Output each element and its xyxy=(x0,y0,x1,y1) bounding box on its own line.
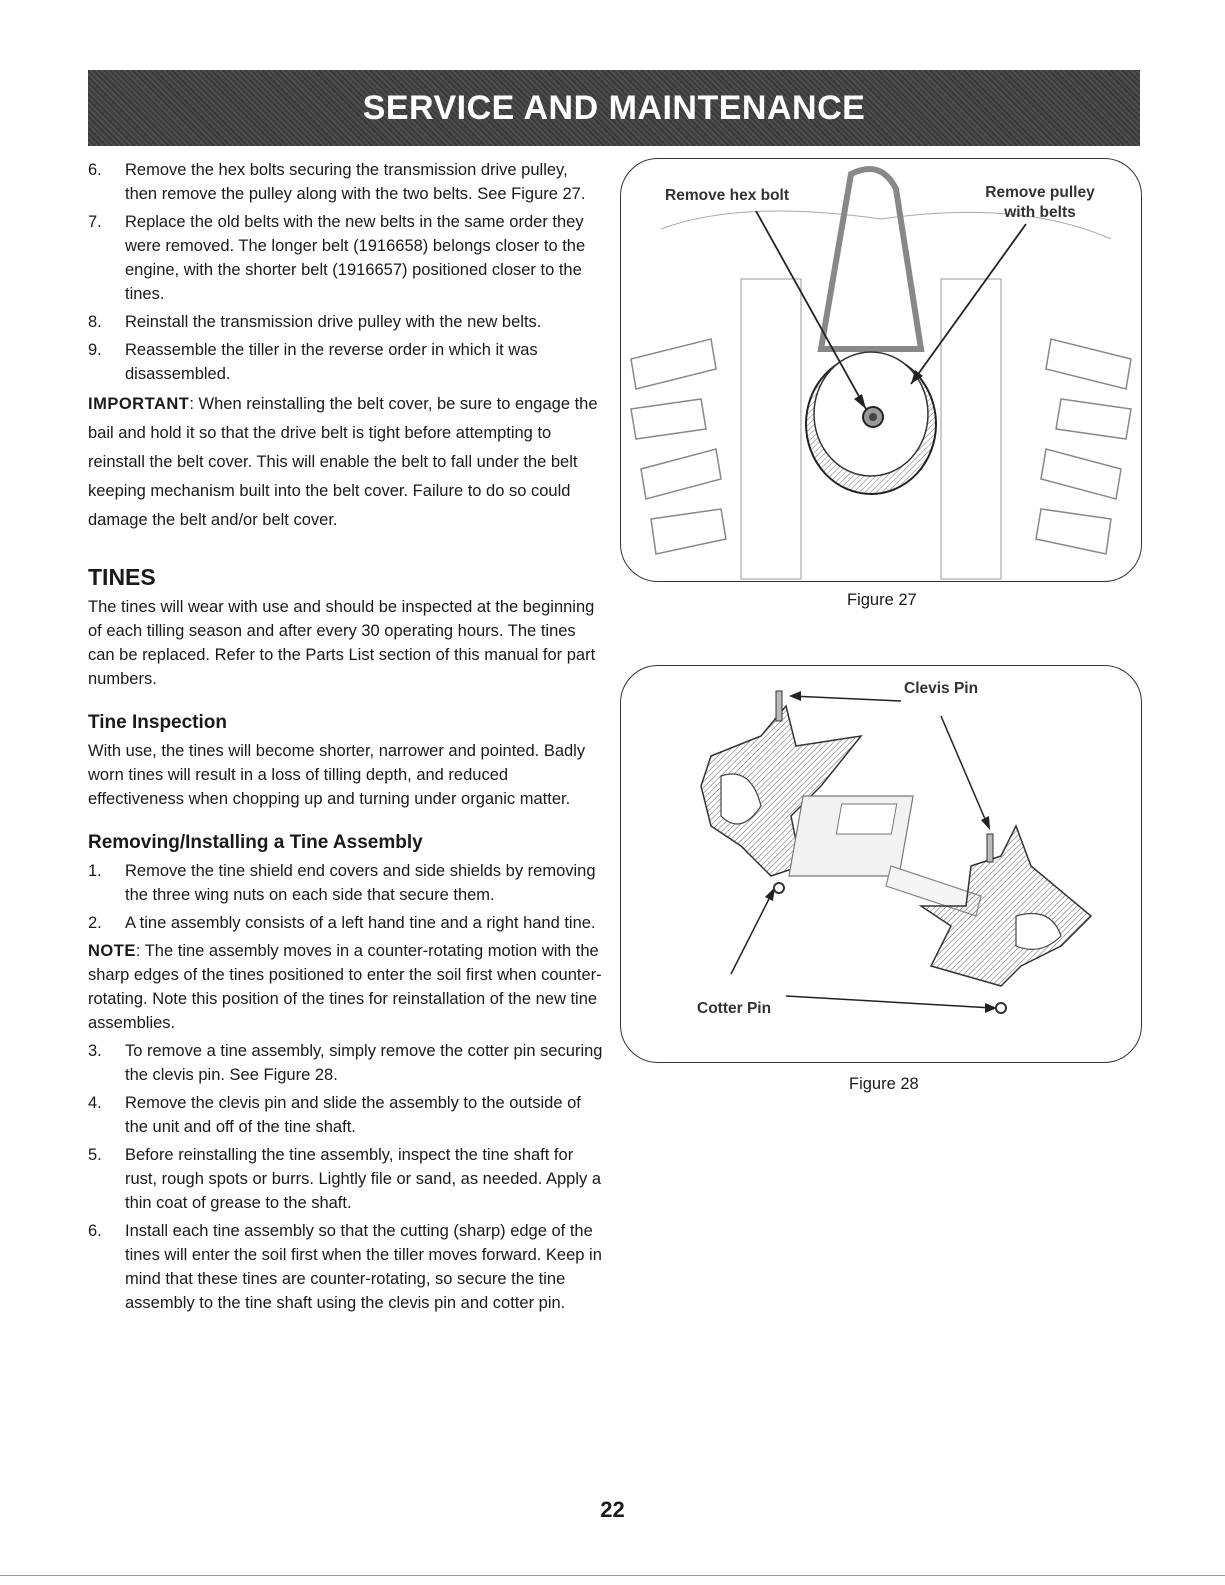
step-text: Install each tine assembly so that the cutting (sharp) edge of the tines will enter the soil first when the tiller moves forward. Keep in mind that these tines are counter-rotating, so secure the tine assembly to the tine shaft using the clevis pin and cotter pin. xyxy=(125,1222,602,1312)
with-belts-label: with belts xyxy=(1004,204,1076,221)
step-number: 4. xyxy=(88,1094,102,1112)
step-8 xyxy=(88,310,603,334)
important-note xyxy=(88,390,603,535)
tines-paragraph: The tines will wear with use and should be inspected at the beginning of each tilling season and after every 30 operating hours. The tines can be replaced. Refer to the Parts List section of this manual for part numbers. xyxy=(88,598,596,688)
clevis-pin-right xyxy=(987,834,993,862)
note-paragraph xyxy=(88,939,603,1035)
tine-step-2 xyxy=(88,911,603,935)
cotter-pin-left xyxy=(774,883,784,893)
step-text: Remove the hex bolts securing the transmission drive pulley, then remove the pulley along with the two belts. See Figure 27. xyxy=(125,161,586,203)
important-text: : When reinstalling the belt cover, be sure to engage the bail and hold it so that the drive belt is tight before attempting to reinstall the belt cover. This will enable the belt to fall under the belt keeping mechanism built into the belt cover. Failure to do so could damage the belt and/or belt cover. xyxy=(88,395,598,529)
step-number: 9. xyxy=(88,341,102,359)
frame-left xyxy=(741,279,801,579)
step-7 xyxy=(88,210,603,306)
figure-27-illustration xyxy=(620,158,1142,582)
note-label: NOTE xyxy=(88,942,136,960)
step-text: Before reinstalling the tine assembly, inspect the tine shaft for rust, rough spots or burrs. Lightly file or sand, as needed. Apply a thin coat of grease to the shaft. xyxy=(125,1146,602,1212)
frame-right xyxy=(941,279,1001,579)
figure-28-illustration xyxy=(620,665,1142,1063)
step-number: 5. xyxy=(88,1146,102,1164)
bottom-rule xyxy=(0,1575,1225,1576)
removing-installing-heading: Removing/Installing a Tine Assembly xyxy=(88,832,423,853)
cotter-pin-arrow-2 xyxy=(786,996,993,1008)
tine-inspection-heading: Tine Inspection xyxy=(88,712,228,733)
hex-bolt-arrow xyxy=(756,211,866,409)
step-number: 7. xyxy=(88,213,102,231)
figure-28-caption: Figure 28 xyxy=(849,1075,919,1093)
step-text: Replace the old belts with the new belts in the same order they were removed. The longer belt (1916658) belongs closer to the engine, with the shorter belt (1916657) positioned closer to the tines. xyxy=(125,213,586,303)
cotter-pin-right xyxy=(996,1003,1006,1013)
cotter-pin-callout: Cotter Pin xyxy=(697,1000,772,1017)
page-number: 22 xyxy=(600,1497,625,1522)
pulley-arrow xyxy=(911,224,1026,384)
right-tire xyxy=(1036,339,1131,554)
step-6 xyxy=(88,158,603,206)
tine-step-6 xyxy=(88,1219,603,1315)
important-label: IMPORTANT xyxy=(88,395,190,413)
step-number: 6. xyxy=(88,1222,102,1240)
step-number: 8. xyxy=(88,313,102,331)
right-tine xyxy=(921,826,1091,986)
step-text: Reinstall the transmission drive pulley with the new belts. xyxy=(125,313,542,331)
tine-step-3 xyxy=(88,1039,603,1087)
step-text: Remove the tine shield end covers and side shields by removing the three wing nuts on each side that secure them. xyxy=(125,862,596,904)
note-text: : The tine assembly moves in a counter-rotating motion with the sharp edges of the tines positioned to enter the soil first when counter-rotating. Note this position of the tines for reinstallation of the new tine assemblies. xyxy=(88,942,602,1032)
step-text: A tine assembly consists of a left hand tine and a right hand tine. xyxy=(125,914,596,932)
section-banner xyxy=(88,70,1140,146)
clevis-pin-arrow-2 xyxy=(941,716,988,826)
step-number: 3. xyxy=(88,1042,102,1060)
step-text: Reassemble the tiller in the reverse order in which it was disassembled. xyxy=(125,341,538,383)
remove-hex-bolt-callout: Remove hex bolt xyxy=(665,187,790,204)
step-number: 1. xyxy=(88,862,102,880)
cotter-pin-arrow-1 xyxy=(731,891,773,974)
step-number: 2. xyxy=(88,914,102,932)
remove-pulley-label: Remove pulley xyxy=(985,184,1095,201)
remove-pulley-callout xyxy=(975,183,1105,223)
tine-step-1 xyxy=(88,859,603,907)
left-tire xyxy=(631,339,726,554)
step-number: 6. xyxy=(88,161,102,179)
tine-inspection-paragraph: With use, the tines will become shorter, narrower and pointed. Badly worn tines will result in a loss of tilling depth, and reduced effectiveness when chopping up and turning under organic matter. xyxy=(88,742,586,808)
belt xyxy=(821,169,921,349)
step-text: To remove a tine assembly, simply remove the cotter pin securing the clevis pin. See Figure 28. xyxy=(125,1042,603,1084)
step-9 xyxy=(88,338,603,386)
tine-step-5 xyxy=(88,1143,603,1215)
step-text: Remove the clevis pin and slide the assembly to the outside of the unit and off of the tine shaft. xyxy=(125,1094,581,1136)
tine-step-4 xyxy=(88,1091,603,1139)
clevis-pin-left xyxy=(776,691,782,721)
clevis-pin-callout: Clevis Pin xyxy=(904,680,979,697)
figure-27-caption: Figure 27 xyxy=(847,591,917,609)
page-title: SERVICE AND MAINTENANCE xyxy=(362,88,866,127)
tines-heading: TINES xyxy=(88,564,156,590)
clevis-pin-arrow-1 xyxy=(791,696,901,701)
instructions-column xyxy=(88,158,603,1319)
